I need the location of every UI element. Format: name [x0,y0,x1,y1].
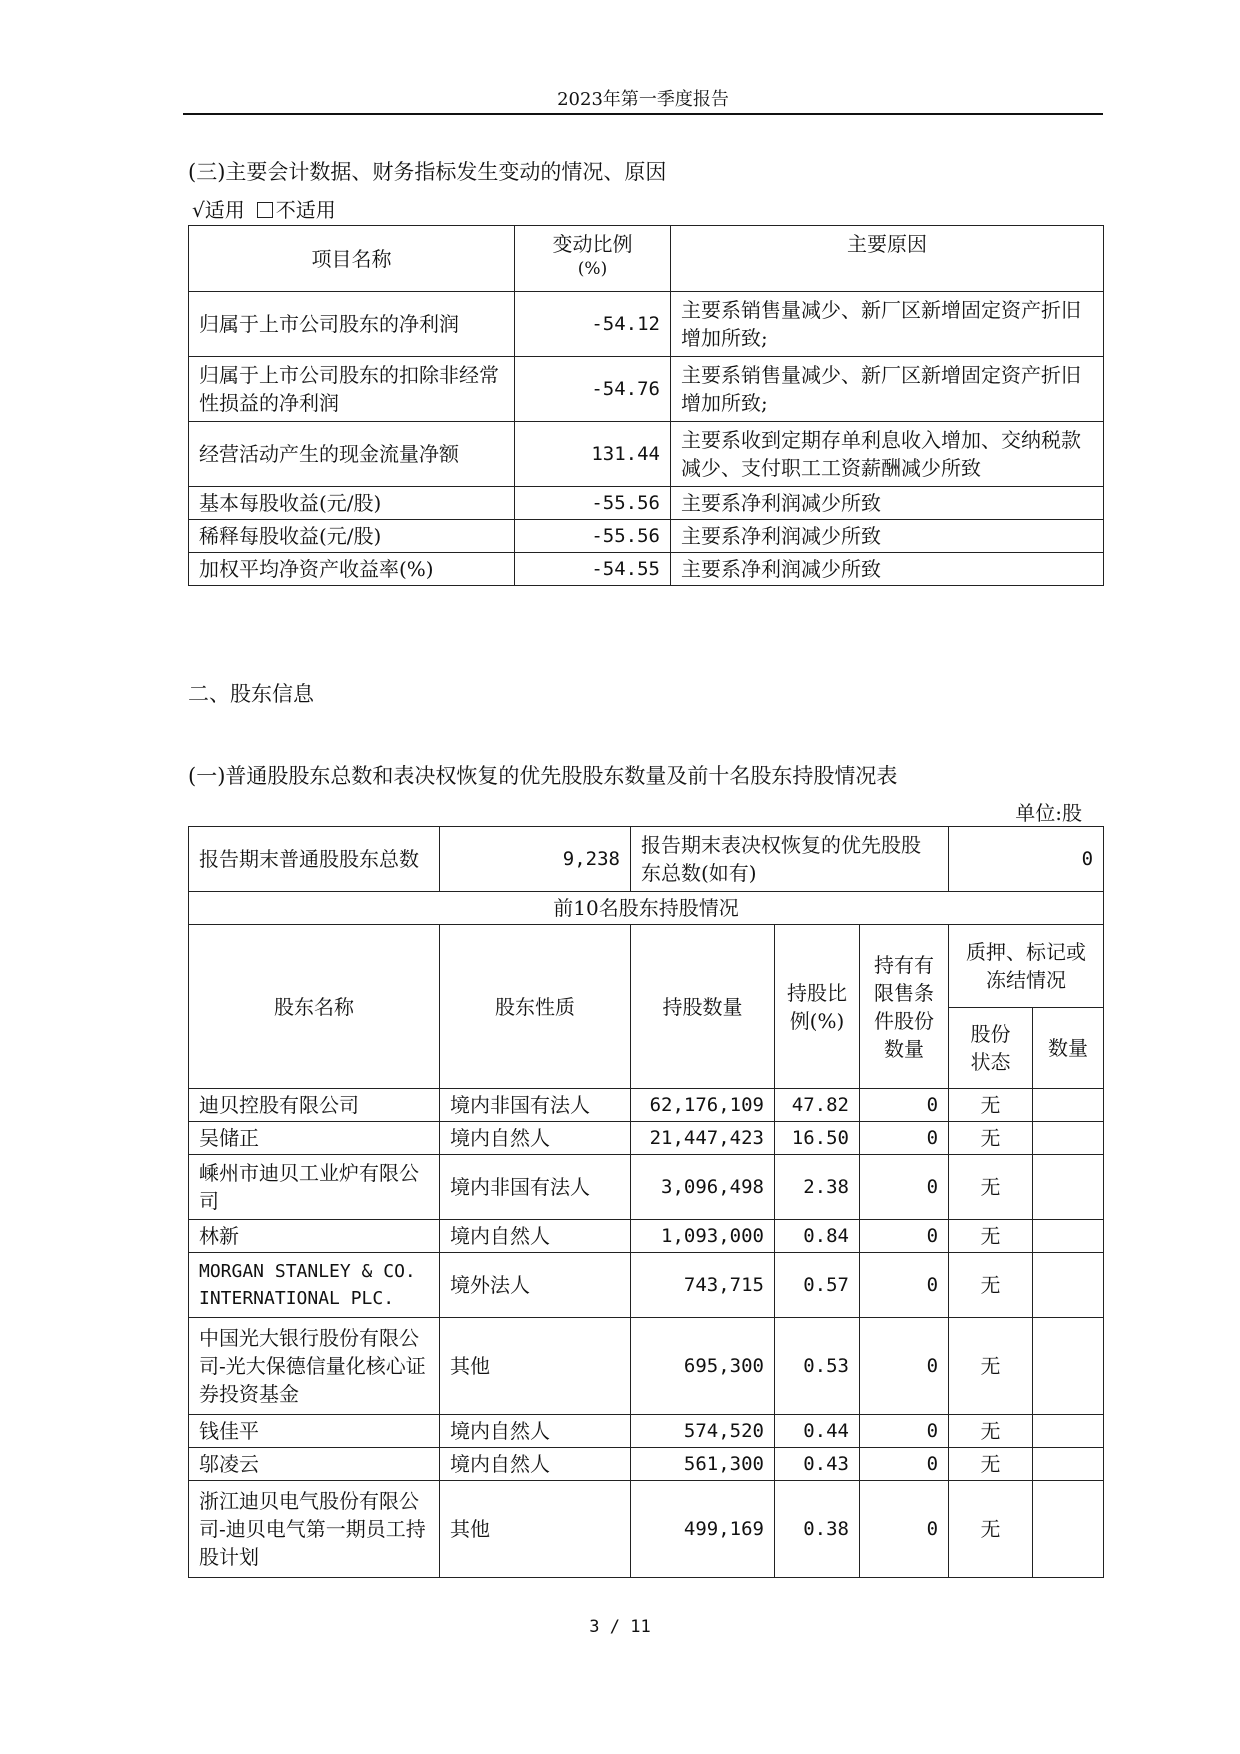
change-ratio: 131.44 [515,422,671,487]
share-quantity: 1,093,000 [631,1220,775,1253]
share-status: 无 [949,1122,1033,1155]
pledge-amount [1033,1481,1104,1578]
table-row [189,422,1104,487]
share-status: 无 [949,1220,1033,1253]
shareholder-nature: 其他 [440,1481,631,1578]
table-row [189,1415,1104,1448]
share-quantity: 62,176,109 [631,1089,775,1122]
share-ratio: 0.84 [775,1220,860,1253]
change-ratio: -54.76 [515,357,671,422]
restricted-shares: 0 [860,1318,949,1415]
table-row [189,1253,1104,1318]
share-quantity: 3,096,498 [631,1155,775,1220]
section-title-shareholders: 二、股东信息 [188,682,314,706]
item-name: 基本每股收益(元/股) [189,487,515,520]
table-row [189,1122,1104,1155]
shareholder-nature: 其他 [440,1318,631,1415]
header-change-ratio: 变动比例 (%) [515,226,671,292]
shareholder-name: 吴储正 [189,1122,440,1155]
header-pledge-status: 质押、标记或冻结情况 [949,925,1104,1008]
shareholder-name: 中国光大银行股份有限公司-光大保德信量化核心证券投资基金 [189,1318,440,1415]
common-holders-value: 9,238 [440,827,631,892]
page-number: 3 / 11 [589,1617,651,1637]
table-row [189,357,1104,422]
header-shareholder-nature: 股东性质 [440,925,631,1089]
table-row [189,1089,1104,1122]
pledge-amount [1033,1220,1104,1253]
unit-label: 单位:股 [1015,801,1082,825]
checkmark-icon: √ [192,198,205,222]
share-ratio: 47.82 [775,1089,860,1122]
header-item-name: 项目名称 [189,226,515,292]
table-row [189,1481,1104,1578]
header-share-ratio: 持股比例(%) [775,925,860,1089]
share-quantity: 561,300 [631,1448,775,1481]
pledge-amount [1033,1122,1104,1155]
shareholder-nature: 境内自然人 [440,1448,631,1481]
shareholder-nature: 境内自然人 [440,1220,631,1253]
change-ratio: -55.56 [515,520,671,553]
header-rule [183,113,1103,115]
applicability-row [192,197,336,223]
shareholder-name: 嵊州市迪贝工业炉有限公司 [189,1155,440,1220]
share-quantity: 743,715 [631,1253,775,1318]
share-quantity: 21,447,423 [631,1122,775,1155]
shareholder-nature: 境内自然人 [440,1122,631,1155]
header-shareholder-name: 股东名称 [189,925,440,1089]
share-status: 无 [949,1318,1033,1415]
change-ratio: -55.56 [515,487,671,520]
shareholder-nature: 境内自然人 [440,1415,631,1448]
table-row [189,553,1104,586]
top10-title-row [189,892,1104,925]
not-applicable-label: 不适用 [275,198,336,222]
restricted-shares: 0 [860,1448,949,1481]
table-row [189,520,1104,553]
share-ratio: 0.53 [775,1318,860,1415]
shareholder-name: 钱佳平 [189,1415,440,1448]
header-share-quantity: 持股数量 [631,925,775,1089]
share-quantity: 695,300 [631,1318,775,1415]
share-status: 无 [949,1089,1033,1122]
share-quantity: 499,169 [631,1481,775,1578]
preferred-holders-value: 0 [949,827,1104,892]
main-reason: 主要系收到定期存单利息收入增加、交纳税款减少、支付职工工资薪酬减少所致 [671,422,1104,487]
main-reason: 主要系净利润减少所致 [671,487,1104,520]
share-quantity: 574,520 [631,1415,775,1448]
share-ratio: 0.57 [775,1253,860,1318]
table-row [189,1220,1104,1253]
item-name: 经营活动产生的现金流量净额 [189,422,515,487]
share-status: 无 [949,1155,1033,1220]
top10-title: 前10名股东持股情况 [189,892,1104,925]
main-reason: 主要系销售量减少、新厂区新增固定资产折旧增加所致; [671,292,1104,357]
checkbox-empty-icon [257,202,273,218]
share-status: 无 [949,1253,1033,1318]
restricted-shares: 0 [860,1253,949,1318]
item-name: 加权平均净资产收益率(%) [189,553,515,586]
pledge-amount [1033,1318,1104,1415]
header-pledge-amount: 数量 [1033,1008,1104,1089]
share-ratio: 16.50 [775,1122,860,1155]
shareholder-name: MORGAN STANLEY & CO. INTERNATIONAL PLC. [189,1253,440,1318]
shareholder-nature: 境内非国有法人 [440,1155,631,1220]
restricted-shares: 0 [860,1155,949,1220]
common-holders-label: 报告期末普通股股东总数 [189,827,440,892]
subsection-title-top10: (一)普通股股东总数和表决权恢复的优先股股东数量及前十名股东持股情况表 [188,764,898,788]
shareholder-name: 邬凌云 [189,1448,440,1481]
pledge-amount [1033,1253,1104,1318]
restricted-shares: 0 [860,1415,949,1448]
table-row [189,1318,1104,1415]
main-reason: 主要系销售量减少、新厂区新增固定资产折旧增加所致; [671,357,1104,422]
applicable-label: 适用 [204,198,245,222]
change-reasons-table [188,225,1104,586]
change-ratio: -54.55 [515,553,671,586]
restricted-shares: 0 [860,1481,949,1578]
section-title-changes: (三)主要会计数据、财务指标发生变动的情况、原因 [188,160,667,184]
header-restricted-shares: 持有有限售条件股份数量 [860,925,949,1089]
table-row [189,292,1104,357]
pledge-amount [1033,1089,1104,1122]
item-name: 归属于上市公司股东的扣除非经常性损益的净利润 [189,357,515,422]
restricted-shares: 0 [860,1220,949,1253]
main-reason: 主要系净利润减少所致 [671,553,1104,586]
shareholder-nature: 境外法人 [440,1253,631,1318]
main-reason: 主要系净利润减少所致 [671,520,1104,553]
share-ratio: 2.38 [775,1155,860,1220]
table-row [189,1155,1104,1220]
table-row [189,1448,1104,1481]
share-ratio: 0.43 [775,1448,860,1481]
share-status: 无 [949,1481,1033,1578]
pledge-amount [1033,1415,1104,1448]
preferred-holders-label: 报告期末表决权恢复的优先股股东总数(如有) [631,827,949,892]
table-header-row [189,925,1104,1008]
page-header: 2023年第一季度报告 [557,89,729,110]
summary-row [189,827,1104,892]
table-row [189,487,1104,520]
table-header-row [189,226,1104,292]
pledge-amount [1033,1155,1104,1220]
header-share-status: 股份状态 [949,1008,1033,1089]
change-ratio: -54.12 [515,292,671,357]
share-ratio: 0.38 [775,1481,860,1578]
item-name: 归属于上市公司股东的净利润 [189,292,515,357]
header-main-reason: 主要原因 [671,226,1104,292]
share-status: 无 [949,1448,1033,1481]
shareholder-name: 林新 [189,1220,440,1253]
shareholder-nature: 境内非国有法人 [440,1089,631,1122]
pledge-amount [1033,1448,1104,1481]
restricted-shares: 0 [860,1122,949,1155]
shareholders-table [188,826,1104,1578]
shareholder-name: 迪贝控股有限公司 [189,1089,440,1122]
share-ratio: 0.44 [775,1415,860,1448]
share-status: 无 [949,1415,1033,1448]
shareholder-name: 浙江迪贝电气股份有限公司-迪贝电气第一期员工持股计划 [189,1481,440,1578]
restricted-shares: 0 [860,1089,949,1122]
item-name: 稀释每股收益(元/股) [189,520,515,553]
